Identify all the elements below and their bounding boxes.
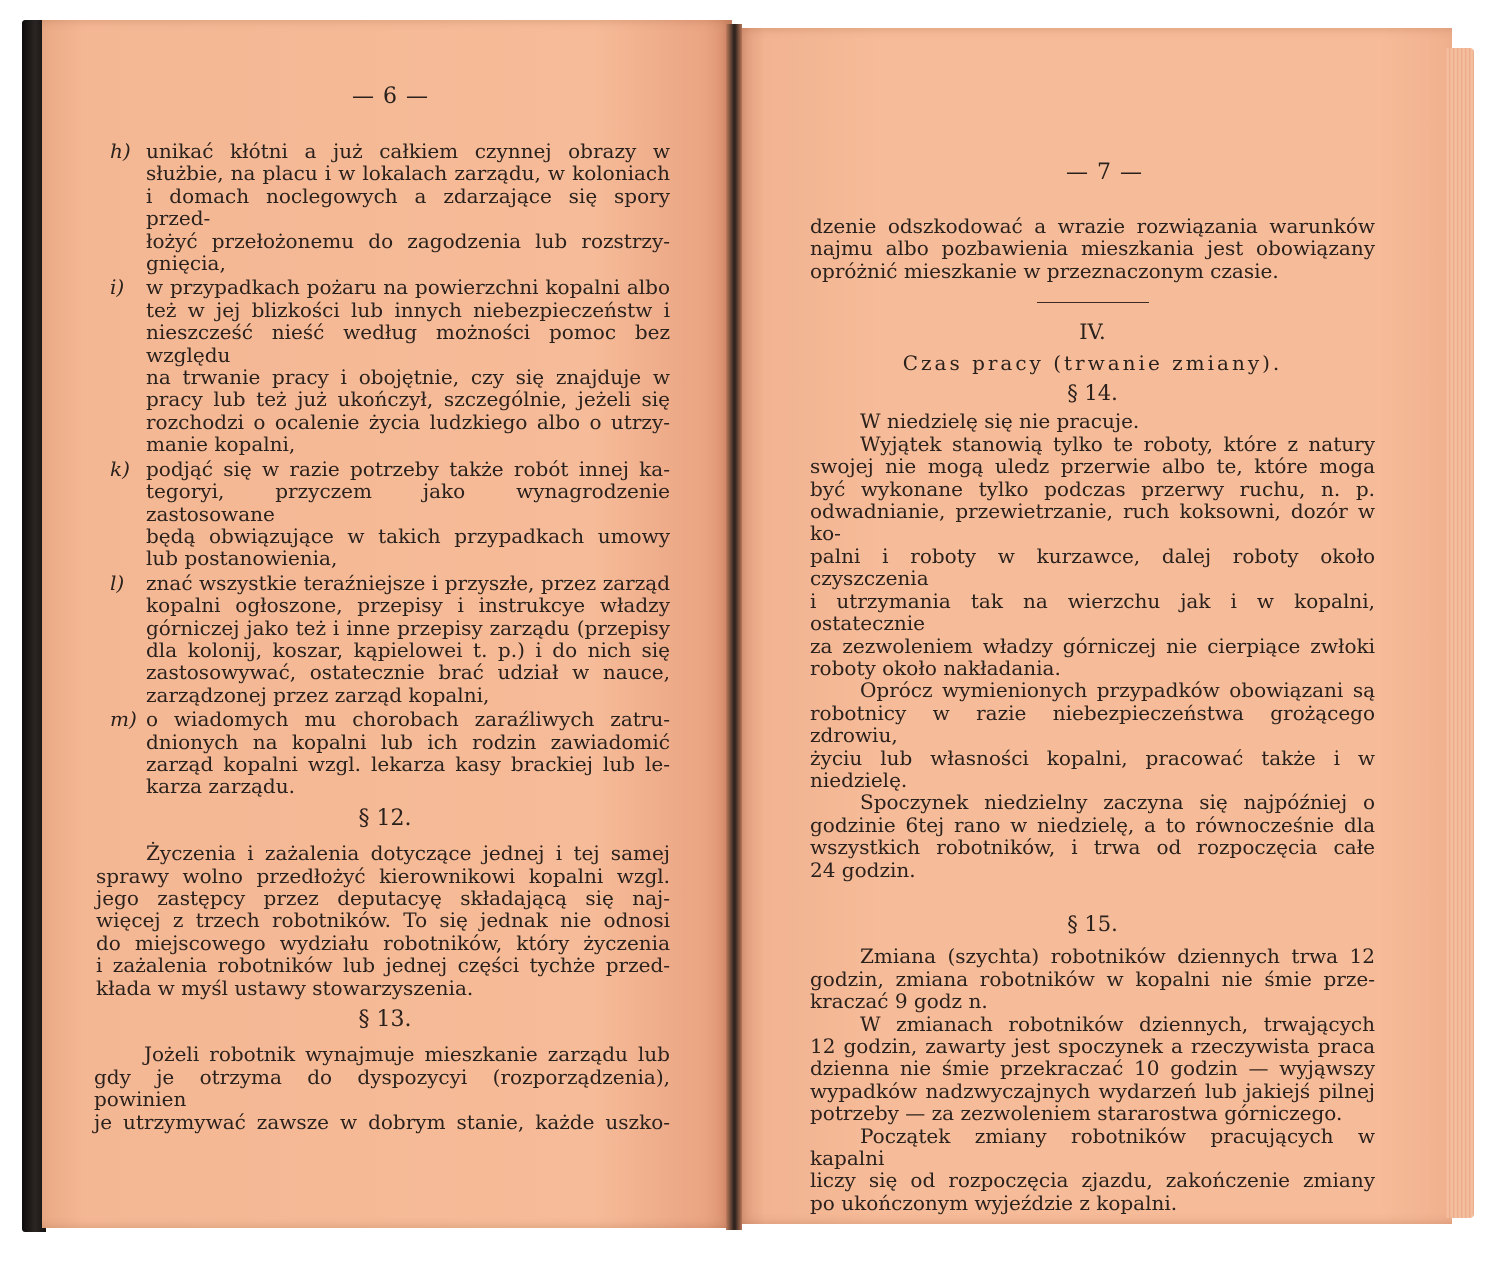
section-divider [1037,302,1149,303]
text-line: służbie, na placu i w lokalach zarządu, w koloniach [146,161,670,186]
text-line: wszystkich robotników, i trwa od rozpoczęcia całe [810,835,1375,860]
text-line: Spoczynek niedzielny zaczyna się najpóźniej o [860,790,1375,815]
text-line: życiu lub własności kopalni, pracować także i w [810,745,1375,770]
page-number-left: — 6 — [352,84,429,109]
section-12-text [96,842,670,999]
text-line: potrzeby — za zezwoleniem stararostwa górniczego. [810,1101,1343,1126]
text-line: 12 godzin, zawarty jest spoczynek a rzeczywista praca [810,1034,1375,1058]
text-line: kopalni ogłoszone, przepisy i instrukcye władzy [146,593,670,618]
text-line: gnięcia, [146,251,226,276]
text-line: rozchodzi o ocalenie życia ludzkiego albo o utrzy- [146,409,670,434]
text-line: na trwanie pracy i obojętnie, czy się znajduje w [146,365,670,390]
left-page-text [94,139,670,1134]
text-line: podjąć się w razie potrzeby także robót innej ka- [146,456,670,481]
text-line: nieszcześć nieść według możności pomoc bez względu [146,320,670,367]
list-letter: h) [110,139,131,163]
text-line: lub postanowienia, [146,546,338,571]
text-line: jego zastępcy przez deputacyę składającą się naj- [96,886,670,910]
continuation-text [810,215,1375,282]
text-line: Życzenia i zażalenia dotyczące jednej i tej samej [146,841,670,866]
text-line: znać wszystkie teraźniejsze i przyszłe, przez zarząd [146,570,670,595]
section-13-text [94,1043,670,1133]
text-line: Początek zmiany robotników pracujących w kapalni [810,1123,1375,1171]
text-line: za zezwoleniem władzy górniczej nie cierpiące zwłoki [810,633,1375,658]
chapter-number: IV. [1079,320,1106,345]
text-line: gdy je otrzyma do dyspozycyi (rozporządzenia), powinien [94,1064,670,1112]
text-line: Jożeli robotnik wynajmuje mieszkanie zarządu lub [144,1042,670,1067]
text-line: opróżnić mieszkanie w przeznaczonym czasie. [810,258,1279,283]
section-heading-14: § 14. [1067,381,1118,406]
text-line: zastosowywać, ostatecznie brać udział w nauce, [146,660,670,685]
section-14-text [810,410,1375,881]
text-line: i domach noclegowych a zdarzające się spory przed- [146,183,670,231]
text-line: niedzielę. [810,767,908,792]
list-letter: m) [110,707,137,732]
text-line: i zażalenia robotników lub jednej części tychże przed- [96,953,670,978]
text-line: kraczać 9 godz n. [810,989,988,1014]
text-line: robotnicy w razie niebezpieczeństwa grożącego zdrowiu, [810,700,1375,748]
list-item-m [100,708,670,798]
text-line: godzinie 6tej rano w niedzielę, a to równocześnie dla [810,812,1375,837]
text-line: dla kolonij, koszar, kąpielowei t. p.) i do nich się [146,637,670,662]
list-item-i [100,276,670,455]
text-line: zarząd kopalni wzgl. lekarza kasy brackiej lub le- [146,751,670,776]
text-line: swojej nie mogą uledz przerwie albo te, które moga [810,454,1375,479]
text-line: Oprócz wymienionych przypadków obowiązani są [860,678,1375,703]
text-line: do miejscowego wydziału robotników, który życzenia [96,930,670,955]
text-line: odwadnianie, przewietrzanie, ruch koksowni, dozór w ko- [810,499,1375,546]
text-line: w przypadkach pożaru na powierzchni kopalni albo [146,275,670,300]
section-heading-15: § 15. [1067,911,1118,936]
text-line: najmu albo pozbawienia mieszkania jest obowiązany [810,236,1375,261]
text-line: Zmiana (szychta) robotników dziennych trwa 12 [860,944,1375,969]
text-line: dzienna nie śmie przekraczać 10 godzin — wyjąwszy [810,1056,1375,1081]
text-line: też w jej blizkości lub innych niebezpieczeństw i [146,297,670,322]
text-line: pracy lub też już ukończył, szczególnie, jeżeli się [146,387,670,412]
text-line: unikać kłótni a już całkiem czynnej obrazy w [146,139,670,163]
list-item-l [100,572,670,706]
book-gutter [726,24,742,1230]
text-line: Wyjątek stanowią tylko te roboty, które z natury [860,431,1375,456]
text-line: godzin, zmiana robotników w kopalni nie śmie prze- [810,966,1375,991]
text-line: palni i roboty w kurzawce, dalej roboty około czyszczenia [810,543,1375,591]
section-heading-13: § 13. [358,1007,412,1033]
text-line: manie kopalni, [146,432,296,457]
text-line: W zmianach robotników dziennych, trwających [860,1011,1375,1036]
list-item-h [100,140,670,274]
right-page-text [810,215,1375,1214]
page-block-edge [1446,48,1474,1218]
list-letter: k) [110,456,130,481]
text-line: tegoryi, przyczem jako wynagrodzenie zastosowane [146,479,670,526]
text-line: będą obwiązujące w takich przypadkach umowy [146,523,670,548]
list-letter: i) [110,275,125,300]
text-line: górniczej jako też i inne przepisy zarządu (przepisy [146,615,670,640]
text-line: łożyć przełożonemu do zagodzenia lub rozstrzy- [146,228,670,253]
text-line: sprawy wolno przedłożyć kierownikowi kopalni wzgl. [96,863,670,888]
section-heading-12: § 12. [358,805,412,831]
text-line: zarządzonej przez zarząd kopalni, [146,682,490,707]
text-line: być wykonane tylko podczas przerwy ruchu, n. p. [810,476,1375,501]
text-line: 24 godzin. [810,857,916,882]
chapter-title: Czas pracy (trwanie zmiany). [902,350,1283,375]
text-line: i utrzymania tak na wierzchu jak i w kopalni, ostatecznie [810,588,1375,636]
text-line: je utrzymywać zawsze w dobrym stanie, każde uszko- [94,1109,670,1134]
list-item-k [100,458,670,570]
list-letter: l) [110,570,125,595]
text-line: więcej z trzech robotników. To się jednak nie odnosi [96,908,670,933]
section-15-text [810,945,1375,1214]
text-line: liczy się od rozpoczęcia zjazdu, zakończenie zmiany [810,1168,1375,1193]
text-line: o wiadomych mu chorobach zaraźliwych zatru- [146,707,670,732]
text-line: dnionych na kopalni lub ich rodzin zawiadomić [146,729,670,754]
text-line: wypadków nadzwyczajnych wydarzeń lub jakiejś pilnej [810,1078,1375,1103]
text-line: karza zarządu. [146,774,295,799]
text-line: kłada w myśl ustawy stowarzyszenia. [96,975,474,1000]
text-line: roboty około nakładania. [810,655,1061,680]
text-line: dzenie odszkodować a wrazie rozwiązania warunków [810,214,1375,238]
page-number-right: — 7 — [1066,160,1143,185]
text-line: W niedzielę się nie pracuje. [860,409,1140,434]
text-line: po ukończonym wyjeździe z kopalni. [810,1190,1178,1215]
